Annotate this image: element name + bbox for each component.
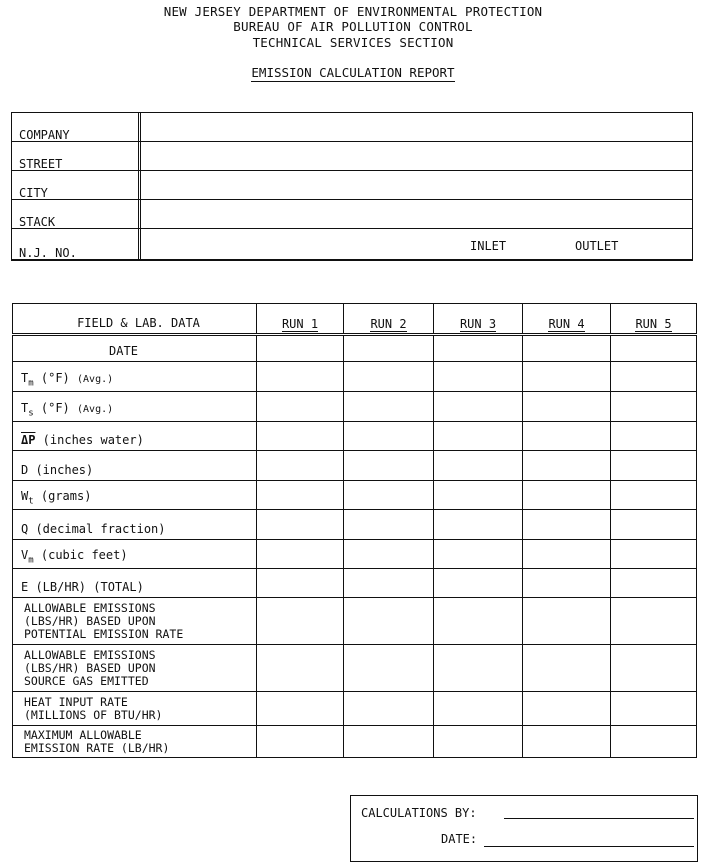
heat-input-label: HEAT INPUT RATE (MILLIONS OF BTU/HR) <box>13 692 257 726</box>
run-1-header: RUN 1 <box>257 304 344 335</box>
d-run-1[interactable] <box>257 451 344 481</box>
max-run-1[interactable] <box>257 726 344 758</box>
table-row <box>13 692 697 726</box>
max-run-3[interactable] <box>434 726 523 758</box>
table-row <box>13 645 697 692</box>
vm-run-2[interactable] <box>344 540 434 569</box>
allow2-run-3[interactable] <box>434 645 523 692</box>
vm-run-5[interactable] <box>611 540 697 569</box>
date-run-1[interactable] <box>257 335 344 362</box>
tm-label: $T_m$ (°F) (Avg.) <box>13 362 257 392</box>
calculations-by-label: CALCULATIONS BY: <box>361 806 477 820</box>
d-label: D (inches) <box>13 451 257 481</box>
allowable-source-label: ALLOWABLE EMISSIONS (LBS/HR) BASED UPON SOURCE GAS EMITTED <box>13 645 257 692</box>
ts-run-3[interactable] <box>434 392 523 422</box>
run-3-header: RUN 3 <box>434 304 523 335</box>
wt-run-2[interactable] <box>344 481 434 510</box>
table-row <box>13 335 697 362</box>
tm-run-2[interactable] <box>344 362 434 392</box>
nj-no-row[interactable] <box>12 229 692 260</box>
stack-row[interactable] <box>12 200 692 229</box>
wt-run-3[interactable] <box>434 481 523 510</box>
run-2-header: RUN 2 <box>344 304 434 335</box>
tm-run-3[interactable] <box>434 362 523 392</box>
ts-label: $T_s$ (°F) (Avg.) <box>13 392 257 422</box>
calculations-box <box>350 795 698 862</box>
allow2-run-2[interactable] <box>344 645 434 692</box>
vm-label: $V_m$ (cubic feet) <box>13 540 257 569</box>
calc-date-field[interactable] <box>484 846 694 847</box>
table-row <box>13 510 697 540</box>
city-label: CITY <box>19 186 48 200</box>
run-5-header: RUN 5 <box>611 304 697 335</box>
date-run-3[interactable] <box>434 335 523 362</box>
allow1-run-4[interactable] <box>523 598 611 645</box>
table-header-row <box>13 304 697 335</box>
date-run-4[interactable] <box>523 335 611 362</box>
ts-run-4[interactable] <box>523 392 611 422</box>
tm-run-4[interactable] <box>523 362 611 392</box>
allow2-run-1[interactable] <box>257 645 344 692</box>
e-label: E (LB/HR) (TOTAL) <box>13 569 257 598</box>
d-run-4[interactable] <box>523 451 611 481</box>
table-row <box>13 451 697 481</box>
report-title: EMISSION CALCULATION REPORT <box>251 65 455 80</box>
d-run-3[interactable] <box>434 451 523 481</box>
table-row <box>13 481 697 510</box>
dp-run-4[interactable] <box>523 422 611 451</box>
label-divider <box>138 113 141 260</box>
max-run-2[interactable] <box>344 726 434 758</box>
tm-run-5[interactable] <box>611 362 697 392</box>
wt-run-1[interactable] <box>257 481 344 510</box>
d-run-5[interactable] <box>611 451 697 481</box>
allowable-potential-label: ALLOWABLE EMISSIONS (LBS/HR) BASED UPON POTENTIAL EMISSION RATE <box>13 598 257 645</box>
outlet-label: OUTLET <box>575 239 619 253</box>
inlet-label: INLET <box>470 239 507 253</box>
dp-run-3[interactable] <box>434 422 523 451</box>
dp-label: $\overline{\Delta P}$ (inches water) <box>13 422 257 451</box>
max-allowable-label: MAXIMUM ALLOWABLE EMISSION RATE (LB/HR) <box>13 726 257 758</box>
vm-run-1[interactable] <box>257 540 344 569</box>
q-run-1[interactable] <box>257 510 344 540</box>
q-label: Q (decimal fraction) <box>13 510 257 540</box>
header-line-1: NEW JERSEY DEPARTMENT OF ENVIRONMENTAL PROTECTION <box>163 4 543 19</box>
heat-run-1[interactable] <box>257 692 344 726</box>
table-row <box>13 422 697 451</box>
table-row <box>13 598 697 645</box>
table-row <box>13 392 697 422</box>
q-run-4[interactable] <box>523 510 611 540</box>
heat-run-2[interactable] <box>344 692 434 726</box>
dp-run-1[interactable] <box>257 422 344 451</box>
e-run-1[interactable] <box>257 569 344 598</box>
nj-no-label: N.J. NO. <box>19 246 77 260</box>
wt-label: $W_t$ (grams) <box>13 481 257 510</box>
street-row[interactable] <box>12 142 692 171</box>
heat-run-5[interactable] <box>611 692 697 726</box>
company-info-box <box>11 112 693 261</box>
street-label: STREET <box>19 157 63 171</box>
d-run-2[interactable] <box>344 451 434 481</box>
header-line-2: BUREAU OF AIR POLLUTION CONTROL <box>233 19 473 34</box>
allow1-run-2[interactable] <box>344 598 434 645</box>
q-run-2[interactable] <box>344 510 434 540</box>
e-run-3[interactable] <box>434 569 523 598</box>
heat-run-3[interactable] <box>434 692 523 726</box>
table-row <box>13 726 697 758</box>
max-run-4[interactable] <box>523 726 611 758</box>
e-run-4[interactable] <box>523 569 611 598</box>
vm-run-3[interactable] <box>434 540 523 569</box>
ts-run-2[interactable] <box>344 392 434 422</box>
table-row <box>13 362 697 392</box>
allow1-run-1[interactable] <box>257 598 344 645</box>
dp-run-5[interactable] <box>611 422 697 451</box>
table-row <box>13 569 697 598</box>
run-4-header: RUN 4 <box>523 304 611 335</box>
calculations-by-field[interactable] <box>504 818 694 819</box>
wt-run-5[interactable] <box>611 481 697 510</box>
company-row[interactable] <box>12 113 692 142</box>
tm-run-1[interactable] <box>257 362 344 392</box>
q-run-5[interactable] <box>611 510 697 540</box>
field-lab-header: FIELD & LAB. DATA <box>13 304 257 335</box>
ts-run-1[interactable] <box>257 392 344 422</box>
dp-run-2[interactable] <box>344 422 434 451</box>
max-run-5[interactable] <box>611 726 697 758</box>
date-run-5[interactable] <box>611 335 697 362</box>
allow1-run-3[interactable] <box>434 598 523 645</box>
stack-label: STACK <box>19 215 56 229</box>
date-label: DATE <box>13 335 257 362</box>
field-lab-data-table <box>12 303 697 758</box>
company-label: COMPANY <box>19 128 70 142</box>
ts-run-5[interactable] <box>611 392 697 422</box>
allow2-run-5[interactable] <box>611 645 697 692</box>
header-line-3: TECHNICAL SERVICES SECTION <box>252 35 454 50</box>
e-run-5[interactable] <box>611 569 697 598</box>
q-run-3[interactable] <box>434 510 523 540</box>
table-row <box>13 540 697 569</box>
city-row[interactable] <box>12 171 692 200</box>
calc-date-label: DATE: <box>441 832 478 846</box>
e-run-2[interactable] <box>344 569 434 598</box>
heat-run-4[interactable] <box>523 692 611 726</box>
wt-run-4[interactable] <box>523 481 611 510</box>
vm-run-4[interactable] <box>523 540 611 569</box>
allow2-run-4[interactable] <box>523 645 611 692</box>
allow1-run-5[interactable] <box>611 598 697 645</box>
date-run-2[interactable] <box>344 335 434 362</box>
